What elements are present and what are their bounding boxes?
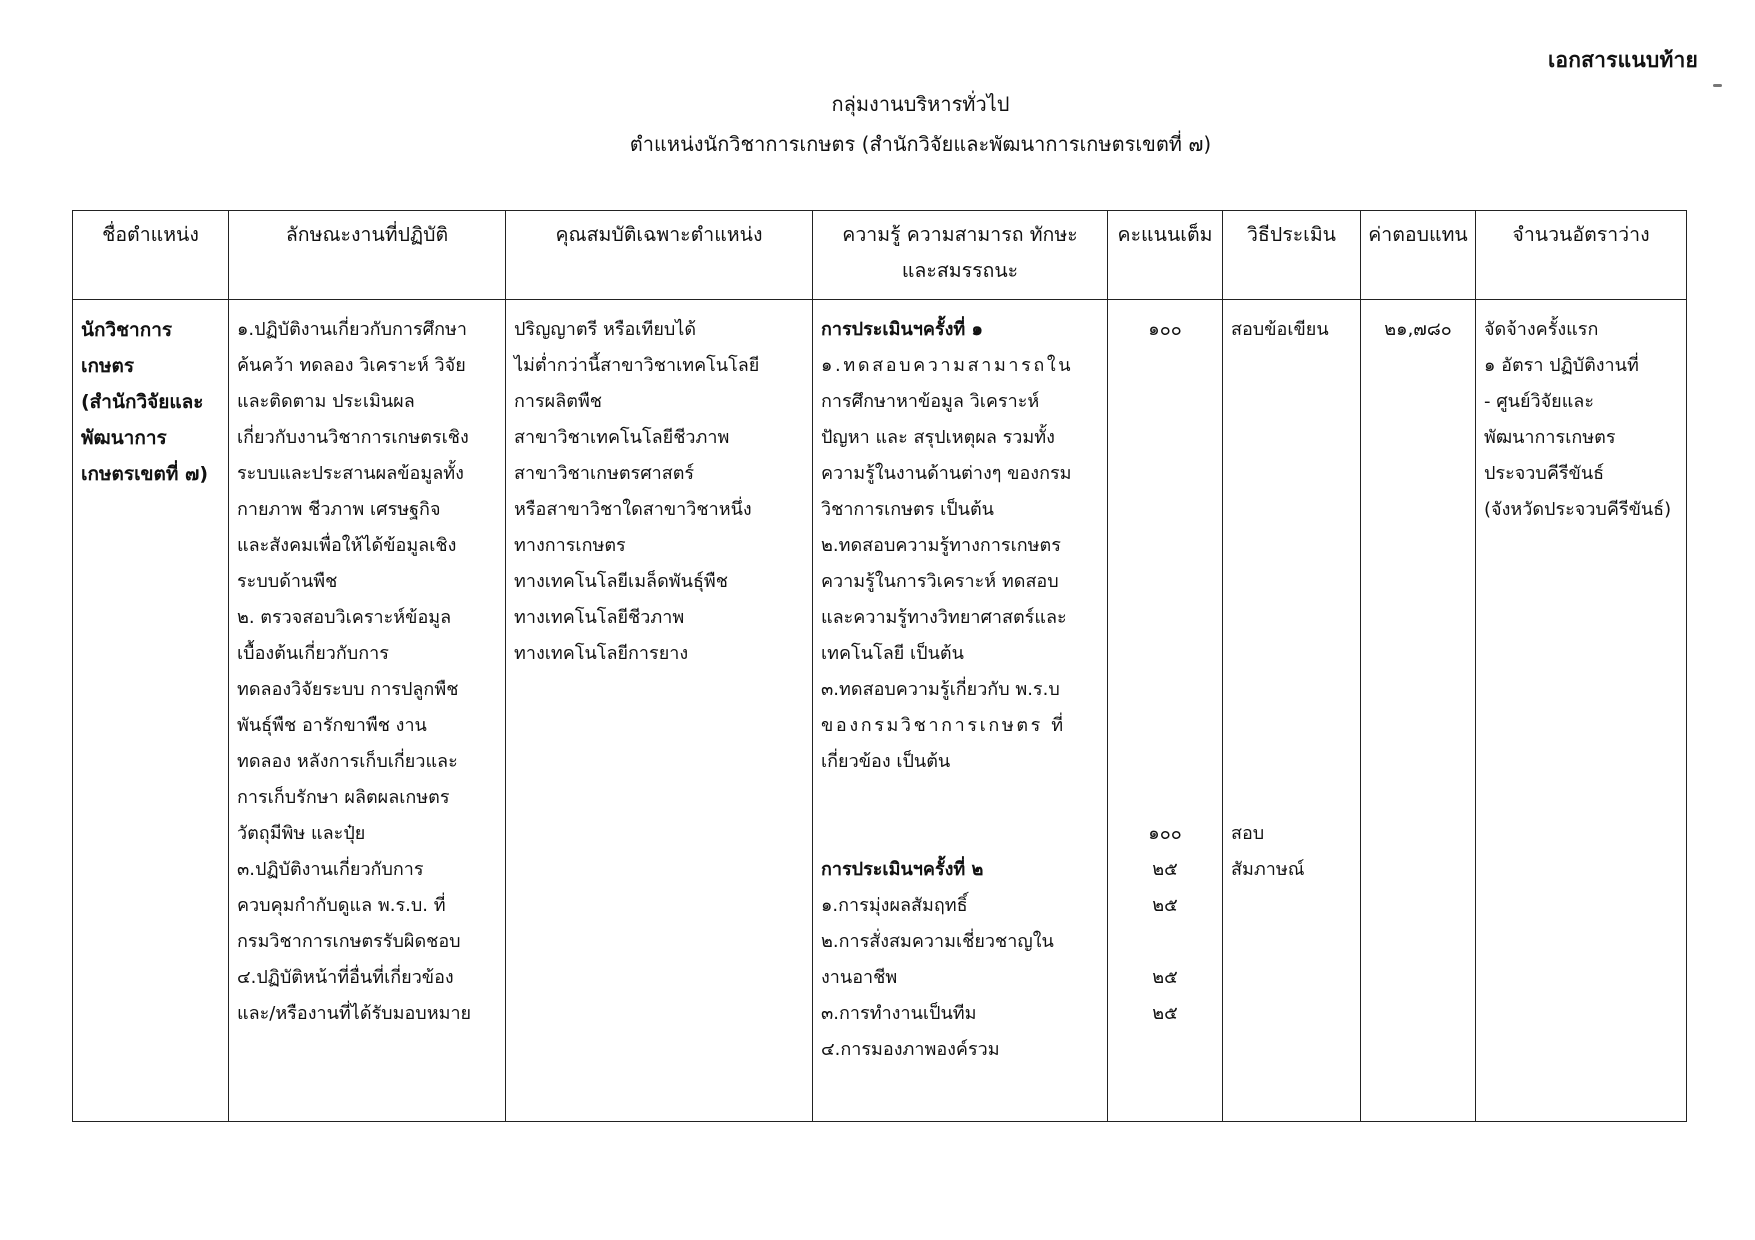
assessment-1-title: การประเมินฯครั้งที่ ๑ xyxy=(821,319,983,340)
scan-artifact-mark xyxy=(1713,84,1722,87)
col-header-full-score: คะแนนเต็ม xyxy=(1108,211,1223,300)
assessment-2-title: การประเมินฯครั้งที่ ๒ xyxy=(821,859,984,880)
cell-qualifications: ปริญญาตรี หรือเทียบได้ ไม่ต่ำกว่านี้สาขาวิชาเทคโนโลยี การผลิตพืช สาขาวิชาเทคโนโลยีชีวภาพ สาขาวิชาเกษตรศาสตร์ หรือสาขาวิชาใดสาขาวิชาหนึ่ง ทางการเกษตร ทางเทคโนโลยีเมล็ดพันธุ์พืช ทางเทคโนโลยีชีวภาพ ทางเทคโนโลยีการยาง xyxy=(506,300,813,1122)
col-header-knowledge-skills: ความรู้ ความสามารถ ทักษะ และสมรรถนะ xyxy=(813,211,1108,300)
position-table xyxy=(72,210,1687,1122)
group-title: กลุ่มงานบริหารทั่วไป xyxy=(831,92,1010,116)
cell-assessment-method: สอบข้อเขียน สอบ สัมภาษณ์ xyxy=(1223,300,1361,1122)
col-header-compensation: ค่าตอบแทน xyxy=(1361,211,1476,300)
col-header-position-name: ชื่อตำแหน่ง xyxy=(73,211,229,300)
cell-knowledge-skills: การประเมินฯครั้งที่ ๑ ๑.ทดสอบความสามารถใน การศึกษาหาข้อมูล วิเคราะห์ ปัญหา และ สรุปเหตุผล รวมทั้ง ความรู้ในงานด้านต่างๆ ของกรม วิชาการเกษตร เป็นต้น ๒.ทดสอบความรู้ทางการเกษตร ความรู้ในการวิเคราะห์ ทดสอบ และความรู้ทางวิทยาศาสตร์และ เทคโนโลยี เป็นต้น ๓.ทดสอบความรู้เกี่ยวกับ พ.ร.บ ของกรมวิชาการเกษตร ที่ เกี่ยวข้อง เป็นต้น การประเมินฯครั้งที่ ๒ ๑.การมุ่งผลสัมฤทธิ์ ๒.การสั่งสมความเชี่ยวชาญใน งานอาชีพ ๓.การทำงานเป็นทีม ๔.การมองภาพองค์รวม xyxy=(813,300,1108,1122)
position-title: ตำแหน่งนักวิชาการเกษตร (สำนักวิจัยและพัฒนาการเกษตรเขตที่ ๗) xyxy=(629,132,1212,156)
attachment-label: เอกสารแนบท้าย xyxy=(1548,48,1698,72)
cell-position-name: นักวิชาการ เกษตร (สำนักวิจัยและ พัฒนาการ เกษตรเขตที่ ๗) xyxy=(73,300,229,1122)
col-header-qualifications: คุณสมบัติเฉพาะตำแหน่ง xyxy=(506,211,813,300)
col-header-duties: ลักษณะงานที่ปฏิบัติ xyxy=(229,211,506,300)
cell-vacancies: จัดจ้างครั้งแรก ๑ อัตรา ปฏิบัติงานที่ - ศูนย์วิจัยและ พัฒนาการเกษตร ประจวบคีรีขันธ์ (จังหวัดประจวบคีรีขันธ์) xyxy=(1476,300,1687,1122)
cell-duties: ๑.ปฏิบัติงานเกี่ยวกับการศึกษา ค้นคว้า ทดลอง วิเคราะห์ วิจัย และติดตาม ประเมินผล เกี่ยวกับงานวิชาการเกษตรเชิง ระบบและประสานผลข้อมูลทั้ง กายภาพ ชีวภาพ เศรษฐกิจ และสังคมเพื่อให้ได้ข้อมูลเชิง ระบบด้านพืช ๒. ตรวจสอบวิเคราะห์ข้อมูล เบื้องต้นเกี่ยวกับการ ทดลองวิจัยระบบ การปลูกพืช พันธุ์พืช อารักขาพืช งาน ทดลอง หลังการเก็บเกี่ยวและ การเก็บรักษา ผลิตผลเกษตร วัตถุมีพิษ และปุ๋ย ๓.ปฏิบัติงานเกี่ยวกับการ ควบคุมกำกับดูแล พ.ร.บ. ที่ กรมวิชาการเกษตรรับผิดชอบ ๔.ปฏิบัติหน้าที่อื่นที่เกี่ยวข้อง และ/หรืองานที่ได้รับมอบหมาย xyxy=(229,300,506,1122)
col-header-vacancies: จำนวนอัตราว่าง xyxy=(1476,211,1687,300)
cell-compensation: ๒๑,๗๘๐ xyxy=(1361,300,1476,1122)
table-header-row xyxy=(73,211,1687,300)
col-header-assessment-method: วิธีประเมิน xyxy=(1223,211,1361,300)
cell-full-score: ๑๐๐ ๑๐๐ ๒๕ ๒๕ ๒๕ ๒๕ xyxy=(1108,300,1223,1122)
table-row xyxy=(73,300,1687,1122)
